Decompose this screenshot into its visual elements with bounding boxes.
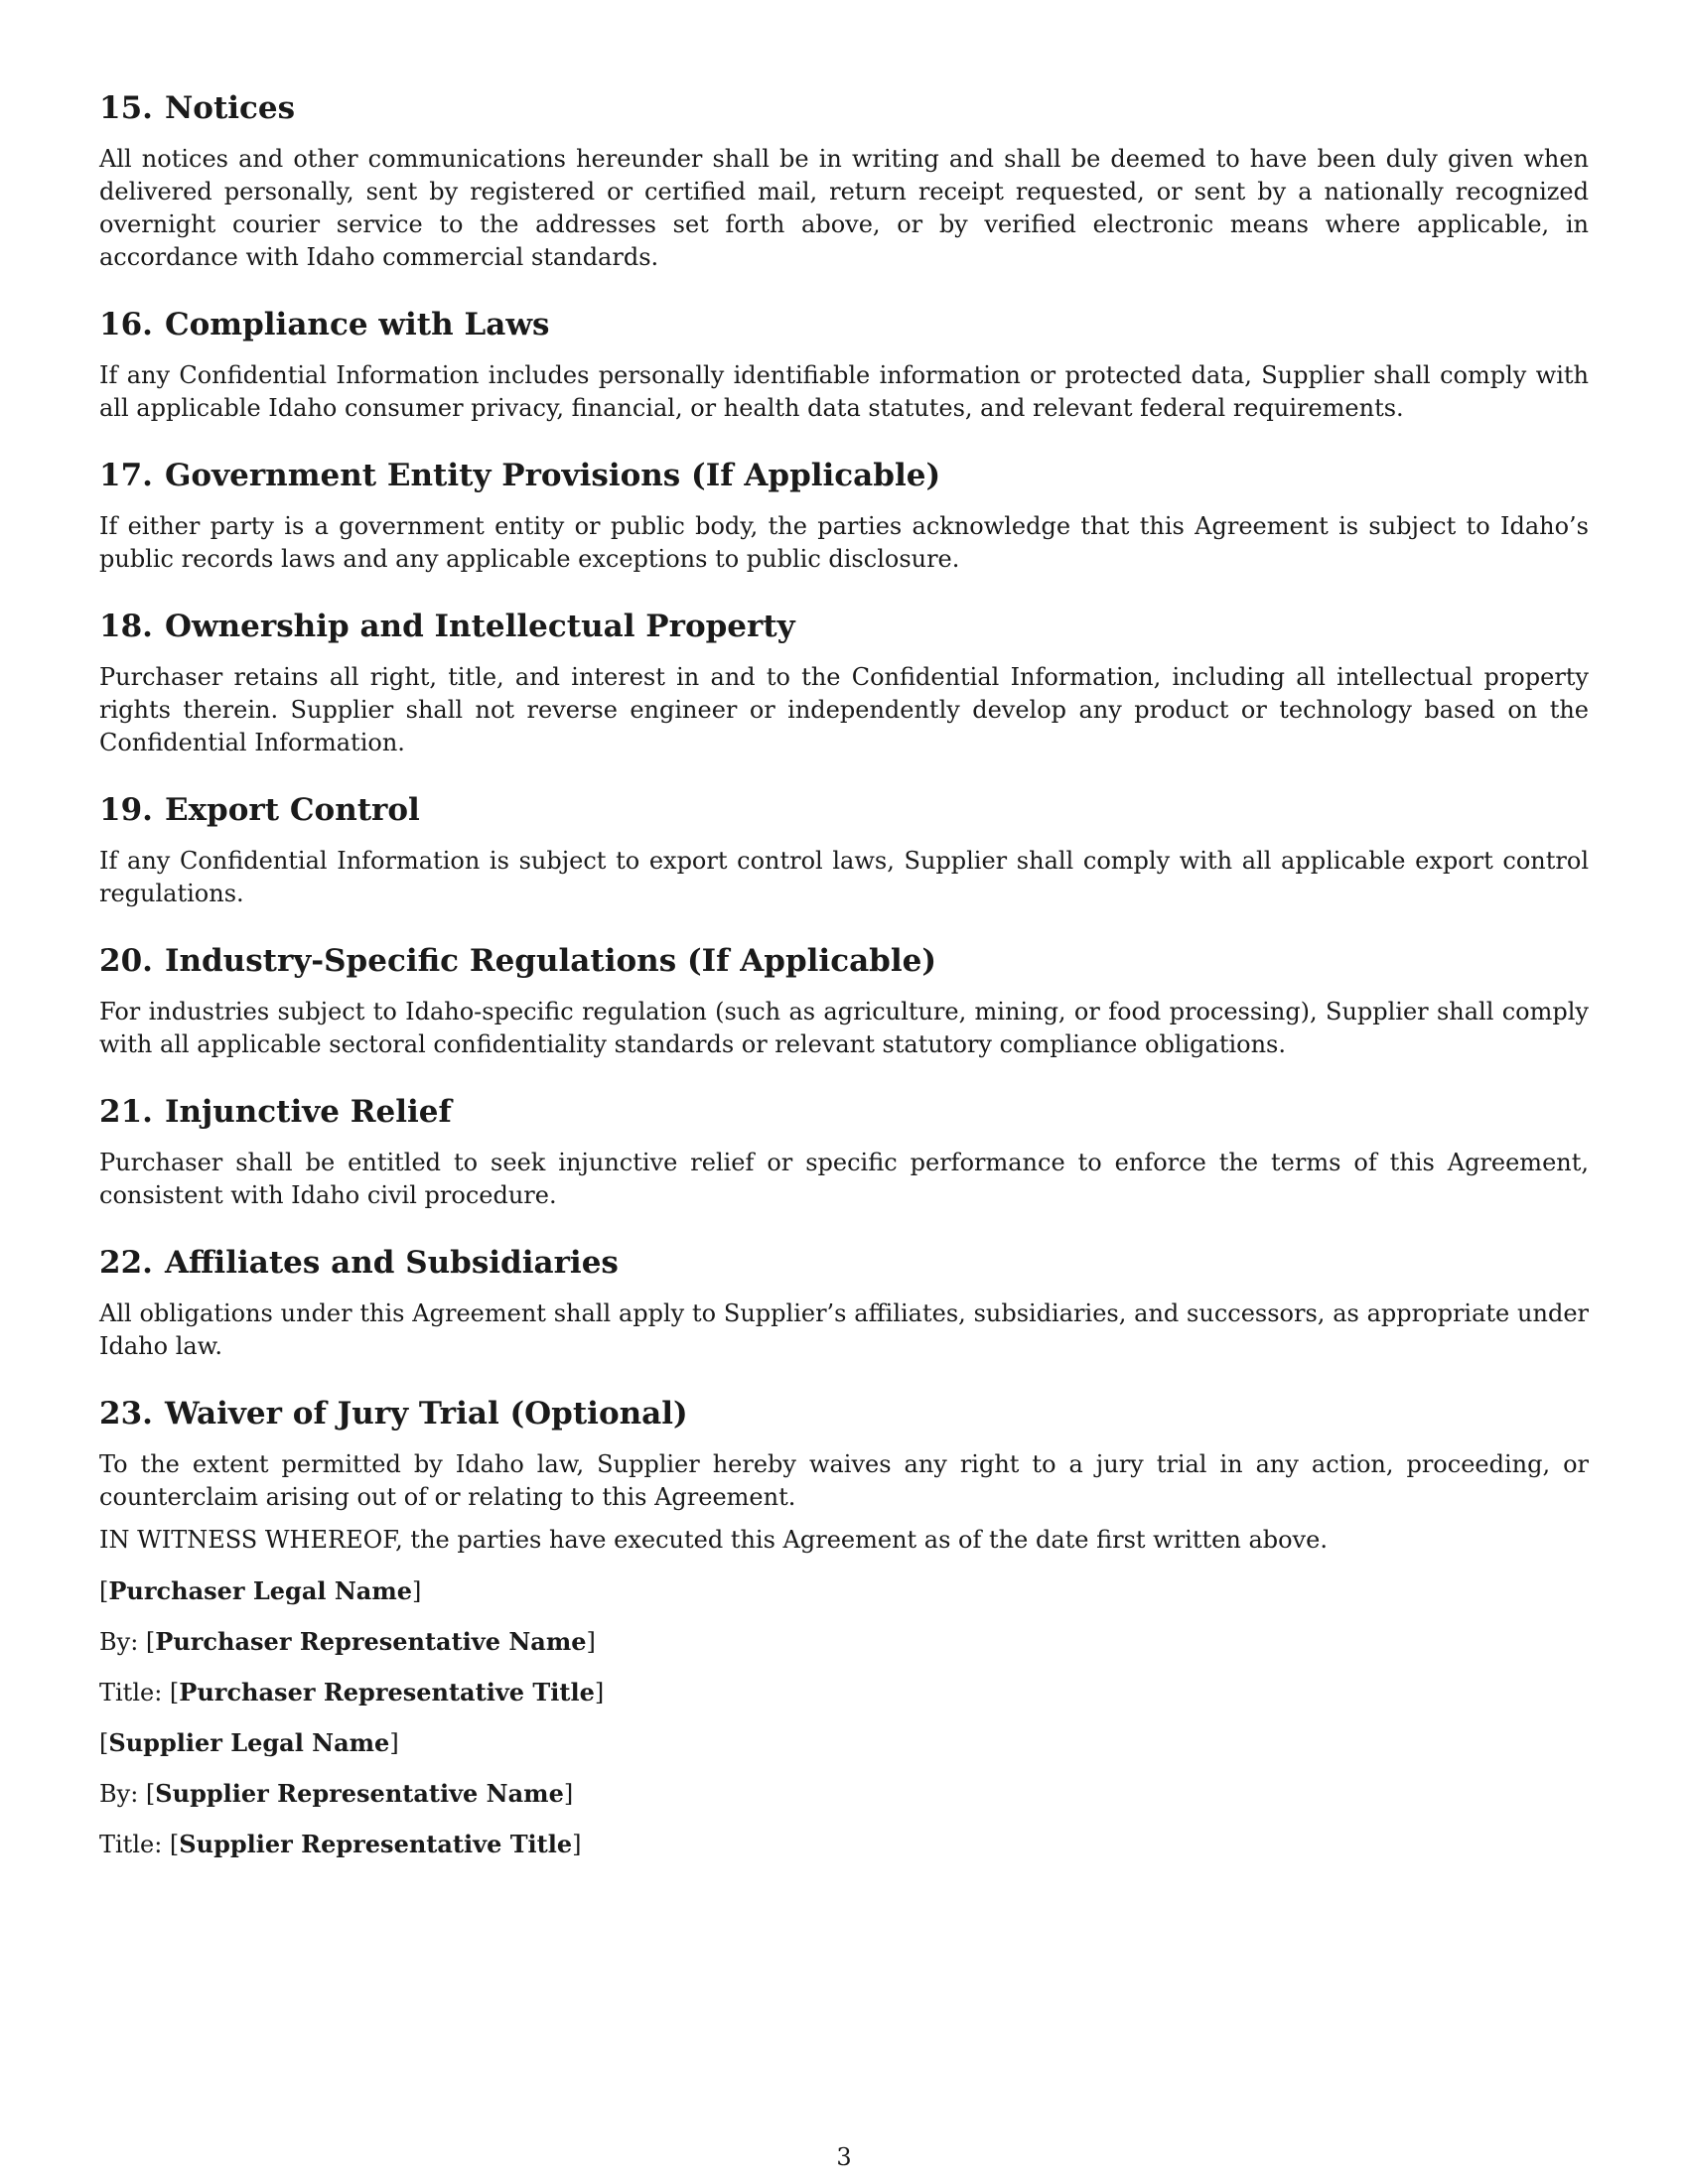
supplier-representative-name: Supplier Representative Name xyxy=(155,1779,564,1808)
section-heading xyxy=(99,940,1589,982)
section-title: Export Control xyxy=(164,792,420,828)
supplier-legal-name: Supplier Legal Name xyxy=(108,1728,390,1757)
purchaser-legal-name: Purchaser Legal Name xyxy=(108,1576,413,1605)
section-heading xyxy=(99,1242,1589,1284)
section-body: For industries subject to Idaho-specific regulation (such as agriculture, mining, or food processing), Supplier shall comply with all applicable sectoral confidentiality standards or relevant statutory compliance obligations. xyxy=(99,998,1589,1058)
purchaser-representative-title: Purchaser Representative Title xyxy=(179,1678,595,1706)
section-title: Compliance with Laws xyxy=(164,307,550,342)
section-heading xyxy=(99,304,1589,345)
title-label: Title: xyxy=(99,1679,163,1706)
supplier-title-line: Title: [Supplier Representative Title] xyxy=(99,1830,582,1858)
section-body: Purchaser shall be entitled to seek injunctive relief or specific performance to enforce the terms of this Agreement, consistent with Idaho civil procedure. xyxy=(99,1149,1589,1209)
section-title: Notices xyxy=(164,90,296,126)
section-number: 17. xyxy=(99,458,153,493)
section-number: 20. xyxy=(99,943,153,979)
section-heading xyxy=(99,87,1589,129)
section-body: All obligations under this Agreement shall apply to Supplier’s affiliates, subsidiaries, and successors, as appropriate under Idaho law. xyxy=(99,1299,1589,1360)
purchaser-by-line: By: [Purchaser Representative Name] xyxy=(99,1627,596,1656)
section-title: Injunctive Relief xyxy=(164,1094,452,1130)
page-number: 3 xyxy=(836,2143,852,2171)
purchaser-title-line: Title: [Purchaser Representative Title] xyxy=(99,1678,605,1706)
section-body: If any Confidential Information is subject to export control laws, Supplier shall comply with all applicable export control regulations. xyxy=(99,847,1589,907)
section-affiliates-subsidiaries xyxy=(99,1242,1589,1363)
section-injunctive-relief xyxy=(99,1091,1589,1212)
section-body: All notices and other communications hereunder shall be in writing and shall be deemed to have been duly given when delivered personally, sent by registered or certified mail, return receipt requested, or sent by a nationally recognized overnight courier service to the addresses set forth above, or by verified electronic means where applicable, in accordance with Idaho commercial standards. xyxy=(99,145,1589,271)
section-number: 15. xyxy=(99,90,153,126)
section-industry-specific-regulations xyxy=(99,940,1589,1061)
section-heading xyxy=(99,789,1589,831)
section-title: Affiliates and Subsidiaries xyxy=(164,1245,619,1281)
section-number: 16. xyxy=(99,307,153,342)
section-title: Industry-Specific Regulations (If Applicable) xyxy=(164,943,936,979)
by-label: By: xyxy=(99,1628,139,1656)
section-title: Waiver of Jury Trial (Optional) xyxy=(164,1396,688,1432)
section-number: 22. xyxy=(99,1245,153,1281)
section-ownership-ip xyxy=(99,606,1589,759)
purchaser-legal-name-line: [Purchaser Legal Name] xyxy=(99,1576,422,1605)
section-body: If either party is a government entity or public body, the parties acknowledge that this Agreement is subject to Idaho’s public records laws and any applicable exceptions to public disclosure. xyxy=(99,512,1589,573)
section-compliance-with-laws xyxy=(99,304,1589,425)
purchaser-representative-name: Purchaser Representative Name xyxy=(155,1627,587,1656)
section-notices xyxy=(99,87,1589,274)
section-body: To the extent permitted by Idaho law, Supplier hereby waives any right to a jury trial in any action, proceeding, or counterclaim arising out of or relating to this Agreement. xyxy=(99,1450,1589,1511)
supplier-legal-name-line: [Supplier Legal Name] xyxy=(99,1728,399,1757)
section-number: 21. xyxy=(99,1094,153,1130)
witness-clause: IN WITNESS WHEREOF, the parties have executed this Agreement as of the date first written above. xyxy=(99,1526,1328,1554)
title-label: Title: xyxy=(99,1831,163,1858)
document-page xyxy=(99,87,1589,1878)
section-title: Government Entity Provisions (If Applicable) xyxy=(164,458,941,493)
section-waiver-jury-trial xyxy=(99,1393,1589,1514)
section-body: If any Confidential Information includes personally identifiable information or protected data, Supplier shall comply with all applicable Idaho consumer privacy, financial, or health data statutes, and relevant federal requirements. xyxy=(99,361,1589,422)
section-heading xyxy=(99,1091,1589,1133)
section-body: Purchaser retains all right, title, and interest in and to the Confidential Information, including all intellectual property rights therein. Supplier shall not reverse engineer or independently develop any product or technology based on the Confidential Information. xyxy=(99,663,1589,756)
section-government-entity-provisions xyxy=(99,455,1589,576)
section-heading xyxy=(99,606,1589,647)
section-heading xyxy=(99,1393,1589,1434)
section-number: 18. xyxy=(99,609,153,644)
supplier-representative-title: Supplier Representative Title xyxy=(179,1830,573,1858)
signature-block xyxy=(99,1574,1589,1861)
by-label: By: xyxy=(99,1780,139,1808)
section-number: 19. xyxy=(99,792,153,828)
supplier-by-line: By: [Supplier Representative Name] xyxy=(99,1779,574,1808)
section-title: Ownership and Intellectual Property xyxy=(164,609,795,644)
section-heading xyxy=(99,455,1589,496)
section-export-control xyxy=(99,789,1589,910)
section-number: 23. xyxy=(99,1396,153,1432)
